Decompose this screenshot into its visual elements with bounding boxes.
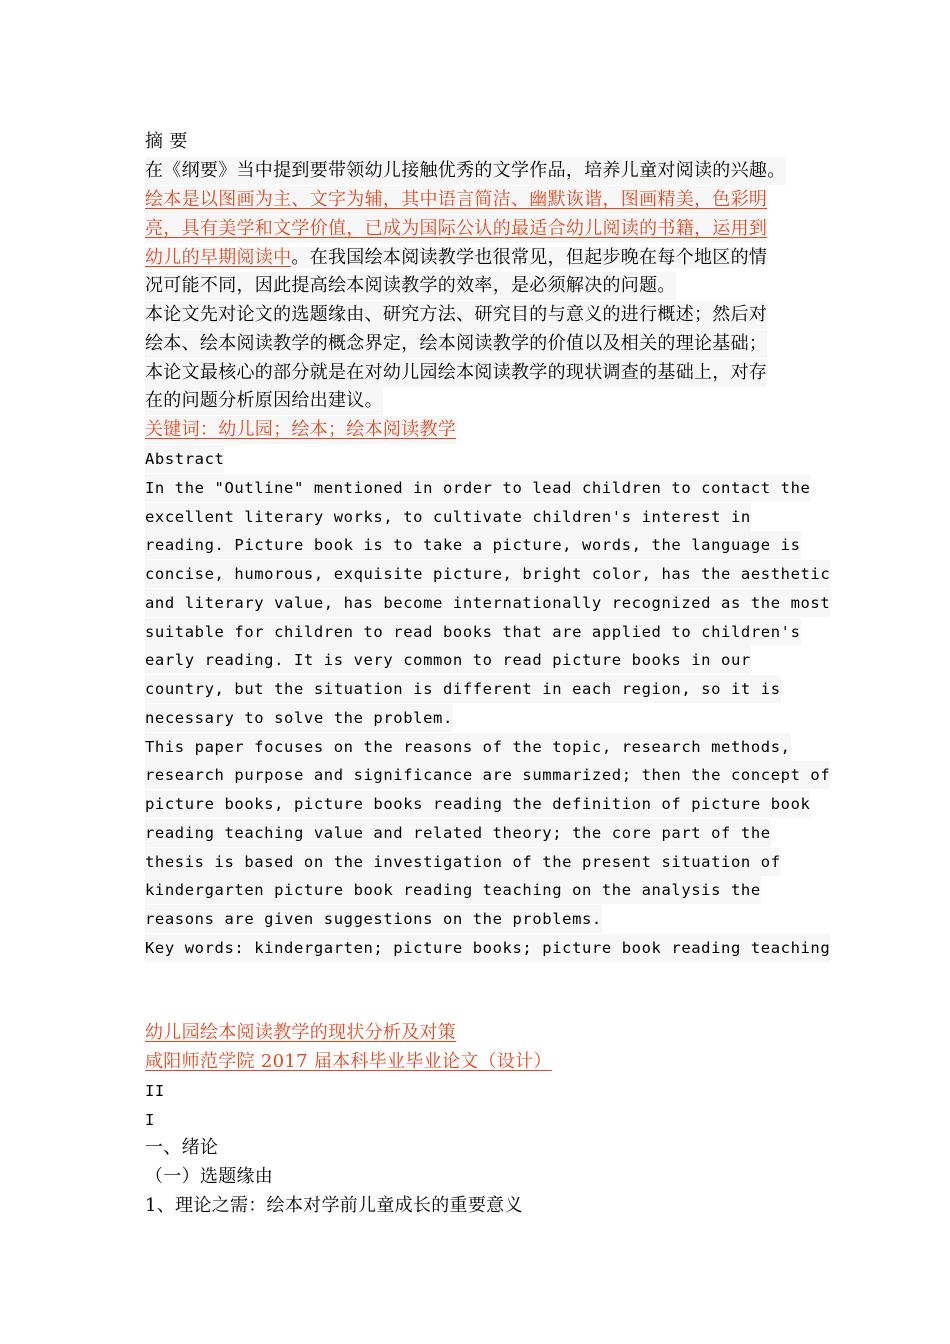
abstract-en-line: reading. Picture book is to take a picture, words, the language is — [145, 531, 801, 559]
keywords-cn: 关键词：幼儿园；绘本；绘本阅读教学 — [145, 416, 456, 444]
abstract-en-line: reading teaching value and related theory; the core part of the — [145, 819, 771, 847]
abstract-para1-line5: 况可能不同，因此提高绘本阅读教学的效率，是必须解决的问题。 — [145, 272, 676, 300]
abstract-para1-line3: 亮，具有美学和文学价值，已成为国际公认的最适合幼儿阅读的书籍，运用到 — [145, 215, 767, 243]
subsection-heading: 1、理论之需：绘本对学前儿童成长的重要意义 — [145, 1195, 523, 1216]
abstract-para1-line4-highlight: 幼儿的早期阅读中 — [145, 247, 292, 268]
abstract-para1-line1: 在《纲要》当中提到要带领幼儿接触优秀的文学作品，培养儿童对阅读的兴趣。 — [145, 157, 786, 185]
abstract-en-line: excellent literary works, to cultivate children's interest in — [145, 503, 751, 531]
abstract-heading: 摘 要 — [145, 131, 188, 152]
abstract-para2-line4: 在的问题分析原因给出建议。 — [145, 387, 383, 415]
abstract-para1-line2: 绘本是以图画为主、文字为辅，其中语言简洁、幽默诙谐，图画精美，色彩明 — [145, 186, 767, 214]
section-heading: （一）选题缘由 — [145, 1166, 274, 1187]
abstract-para1-line4 — [145, 244, 767, 272]
abstract-en-line: suitable for children to read books that are applied to children's — [145, 618, 801, 646]
abstract-en-line: picture books, picture books reading the definition of picture book — [145, 790, 810, 818]
abstract-en-line: country, but the situation is different in each region, so it is — [145, 675, 781, 703]
abstract-en-line: research purpose and significance are summarized; then the concept of — [145, 761, 830, 789]
abstract-en-line: necessary to solve the problem. — [145, 704, 453, 732]
abstract-en-line: reasons are given suggestions on the problems. — [145, 905, 602, 933]
abstract-en-line: concise, humorous, exquisite picture, bright color, has the aesthetic — [145, 560, 830, 588]
abstract-en-line: early reading. It is very common to read picture books in our — [145, 646, 751, 674]
abstract-para1-line4-rest: 。在我国绘本阅读教学也很常见，但起步晚在每个地区的情 — [291, 247, 768, 268]
abstract-para2-line1: 本论文先对论文的选题缘由、研究方法、研究目的与意义的进行概述；然后对 — [145, 301, 767, 329]
thesis-title: 幼儿园绘本阅读教学的现状分析及对策 — [145, 1022, 457, 1043]
abstract-para2-line3: 本论文最核心的部分就是在对幼儿园绘本阅读教学的现状调查的基础上，对存 — [145, 359, 767, 387]
school-header: 咸阳师范学院 2017 届本科毕业毕业论文（设计） — [145, 1051, 552, 1072]
abstract-para2-line2: 绘本、绘本阅读教学的概念界定，绘本阅读教学的价值以及相关的理论基础； — [145, 330, 767, 358]
keywords-en: Key words: kindergarten; picture books; picture book reading teaching — [145, 934, 830, 962]
chapter-heading: 一、绪论 — [145, 1137, 219, 1158]
abstract-en-line: In the "Outline" mentioned in order to lead children to contact the — [145, 474, 810, 502]
abstract-en-line: thesis is based on the investigation of the present situation of — [145, 848, 781, 876]
page-number-roman-1: I — [145, 1111, 155, 1129]
abstract-en-line: and literary value, has become internationally recognized as the most — [145, 589, 830, 617]
abstract-en-line: kindergarten picture book reading teaching on the analysis the — [145, 876, 761, 904]
abstract-en-heading: Abstract — [145, 445, 224, 473]
page-number-roman-2: II — [145, 1082, 165, 1100]
abstract-en-line: This paper focuses on the reasons of the topic, research methods, — [145, 733, 791, 761]
